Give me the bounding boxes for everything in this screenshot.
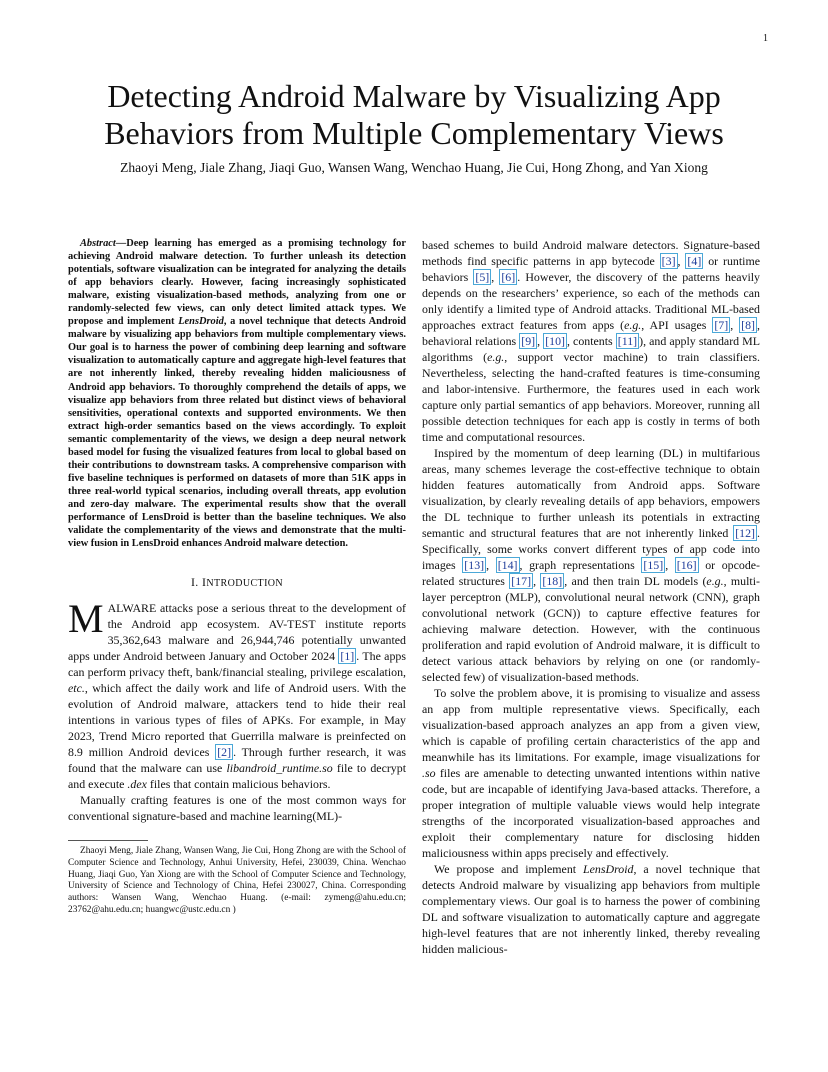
intro-paragraph-2: Manually crafting features is one of the most common ways for conventional signature-based and machine learning(ML)- [68,793,406,824]
citation-link[interactable]: [17] [511,574,532,588]
title-line-1: Detecting Android Malware by Visualizing App [107,78,721,114]
title-line-2: Behaviors from Multiple Complementary Views [104,115,724,151]
citation-link[interactable]: [12] [735,526,756,540]
abstract-label: Abstract [80,238,116,249]
right-column [422,237,760,957]
citation-link[interactable]: [6] [501,270,516,284]
citation-link[interactable]: [8] [741,318,756,332]
citation-link[interactable]: [9] [521,334,536,348]
page-number: 1 [763,33,768,44]
drop-cap: M [68,596,104,642]
intro-paragraph-1: MALWARE attacks pose a serious threat to the development of the Android app ecosystem. AV-TEST institute reports 35,362,643 malware and 26,944,746 potentially unwanted apps under Android between January and October 2024 [1] . The apps can perform privacy theft, bank/financial stealing, privilege escalation, etc., which affect the daily work and life of Android users. With the evolution of Android malware, attackers tend to hide their real intentions in various types of files of APKs. For example, in May 2023, Trend Micro reported that Guerrilla malware is preinfected on 8.9 million Android devices [2] . Through further research, it was found that the malware can use libandroid_runtime.so file to decrypt and execute .dex files that contain malicious behaviors. [68,596,407,792]
citation-link[interactable]: [14] [497,558,518,572]
citation-link[interactable]: [7] [714,318,729,332]
body-paragraph-1: based schemes to build Android malware detectors. Signature-based methods find specific patterns in app bytecode [3] , [4] or runtime behaviors [5] , [6] . However, the discovery of the patterns heavily depends on the researchers’ experience, so each of the methods can only identify a limited type of Android attacks. Traditional ML-based approaches extract features from apps (e.g., API usages [7] , [8] , behavioral relations [9] , [10] , contents [11] ), and apply standard ML algorithms (e.g., support vector machine) to train classifiers. Nevertheless, selecting the hand-crafted features is time-consuming and labor-intensive. Furthermore, the features used in each work capture only partial semantics of app behaviors. Moreover, running all possible detection techniques for each app is costly in terms of both time and computational resources. [422,238,761,444]
lensdroid-name: LensDroid [178,316,224,328]
lensdroid-name: LensDroid [583,862,634,876]
citation-link[interactable]: [16] [676,558,697,572]
citation-link[interactable]: [5] [475,270,490,284]
paper-title [60,78,768,152]
citation-link[interactable]: [1] [340,649,355,664]
citation-link[interactable]: [2] [217,745,232,760]
citation-link[interactable]: [18] [542,574,563,588]
citation-link[interactable]: [4] [687,254,702,268]
abstract: Abstract—Deep learning has emerged as a promising technology for achieving Android malware detection. To further unleash its detection potentials, software visualization can be integrated for analyzing the details of app behaviors clearly. However, facing increasingly sophisticated malware, existing visualization-based methods, analyzing from one or randomly-selected few views, can only detect limited attack types. We propose and implement LensDroid, a novel technique that detects Android malware by visualizing app behaviors from multiple complementary views. Our goal is to harness the power of combining deep learning and software visualization to automatically capture and aggregate high-level features that are not inherently linked, thereby revealing hidden maliciousness of Android app behaviors. To thoroughly comprehend the details of apps, we visualize app behaviors from three related but distinct views of behavioral sensitivities, operational contexts and supported environments. We then extract high-order semantics based on the views accordingly. To exploit semantic complementarity of the views, we design a deep neural network based model for fusing the visualized features from local to global based on their contributions to downstream tasks. A comprehensive comparison with five baseline techniques is performed on datasets of more than 51K apps in three real-world typical scenarios, including overall threats, app evolution and zero-day malware. The experimental results show that the overall performance of LensDroid is better than the baseline techniques. We also validate the complementarity of the views and demonstrate that the multi-view fusion in LensDroid enhances Android malware detection. [68,238,406,550]
section-heading-introduction: I. INTRODUCTION [190,575,284,590]
body-paragraph-4: We propose and implement LensDroid, a novel technique that detects Android malware by visualizing app behaviors from multiple complementary views. Our goal is to harness the power of combining DL and software visualization to automatically capture and aggregate high-level features that are not inherently linked, thereby revealing hidden malicious- [422,862,760,956]
author-list: Zhaoyi Meng, Jiale Zhang, Jiaqi Guo, Wansen Wang, Wenchao Huang, Jie Cui, Hong Zhong, and Yan Xiong [120,160,708,175]
citation-link[interactable]: [11] [617,334,638,348]
citation-link[interactable]: [13] [464,558,485,572]
citation-link[interactable]: [10] [545,334,565,348]
left-column [68,237,406,916]
author-affiliation-footnote: Zhaoyi Meng, Jiale Zhang, Wansen Wang, Jie Cui, Hong Zhong are with the School of Computer Science and Technology, Anhui University, Hefei, 230039, China. Wenchao Huang, Jiaqi Guo, Yan Xiong are with the School of Computer Science and Technology, University of Science and Technology of China, Hefei 230027, China. Corresponding authors: Wansen Wang, Wenchao Huang. (e-mail: zymeng@ahu.edu.cn; 23762@ahu.edu.cn; huangwc@ustc.edu.cn ) [68,846,406,915]
body-paragraph-3: To solve the problem above, it is promising to visualize and assess an app from multiple representative views. Specifically, each visualization-based approach analyzes an app from a given view, which is capable of profiling certain characteristics of the app and meanwhile has its limitations. For example, image visualizations for .so files are amenable to detecting unwanted intentions within native code, but are incapable of identifying Java-based attacks. Therefore, a proper integration of multiple valuable views would help integrate strengths of the incorporated visualization-based approaches and exploit their complementary nature for disclosing hidden maliciousness within apps precisely and effectively. [422,686,760,860]
citation-link[interactable]: [3] [661,254,676,268]
citation-link[interactable]: [15] [643,558,664,572]
body-paragraph-2: Inspired by the momentum of deep learning (DL) in multifarious areas, many schemes leverage the cost-effective technique to obtain hidden features automatically from Android apps. Software visualization, by clearly revealing details of app behaviors, empowers the DL technique to further unleash its potentials in extracting semantic and structural features that are not inherently linked [12] . Specifically, some works convert different types of app code into images [13] , [14] , graph representations [15] , [16] or opcode-related structures [17] , [18] , and then train DL models (e.g., multi-layer perceptron (MLP), convolutional neural network (CNN), graph convolutional network (GCN)) to capture effective features for achieving malware detection. However, with the continuous proliferation and rapid evolution of Android malware, it is difficult to detect various attack behaviors by relying on one (or randomly-selected few) of visualization-based methods. [422,446,761,684]
footnote-divider [68,840,148,841]
